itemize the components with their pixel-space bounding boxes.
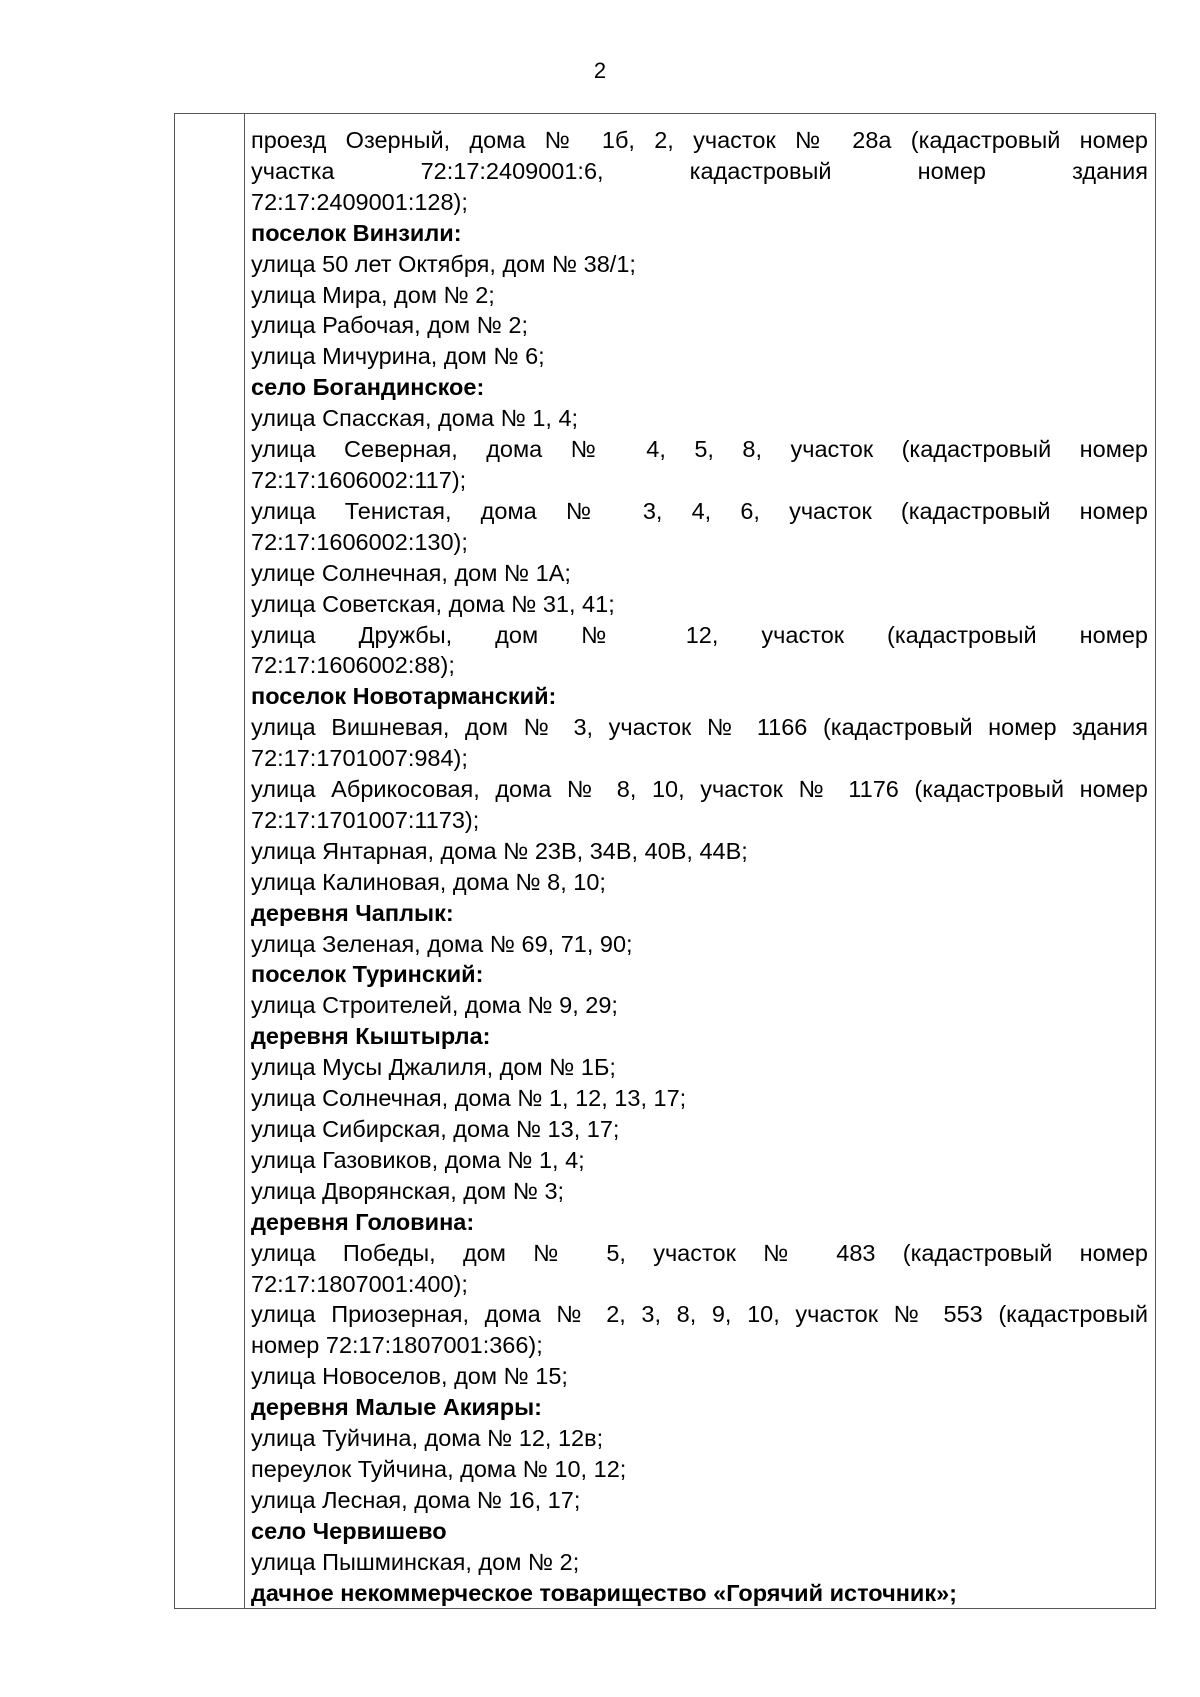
address-line: 72:17:2409001:128); bbox=[251, 188, 468, 215]
address-line: 72:17:1807001:400); bbox=[251, 1270, 468, 1297]
locality-heading: деревня Кыштырла: bbox=[251, 1023, 491, 1050]
address-line: проезд Озерный, дома № 1б, 2, участок № 28а (кадастровый номер bbox=[251, 127, 1148, 153]
address-line: улица Янтарная, дома № 23В, 34В, 40В, 44В; bbox=[251, 837, 748, 864]
page-number: 2 bbox=[593, 58, 607, 83]
locality-heading: поселок Новотарманский: bbox=[251, 683, 557, 710]
address-line: улица Спасская, дома № 1, 4; bbox=[251, 405, 579, 432]
address-line: 72:17:1606002:88); bbox=[251, 652, 455, 679]
address-line: улица Дружбы, дом № 12, участок (кадастровый номер bbox=[251, 621, 1148, 648]
address-line: улица Калиновая, дома № 8, 10; bbox=[251, 868, 606, 895]
address-line: улица Советская, дома № 31, 41; bbox=[251, 590, 615, 617]
address-line: улица Северная, дома № 4, 5, 8, участок (кадастровый номер bbox=[251, 436, 1148, 463]
address-line: улица Туйчина, дома № 12, 12в; bbox=[251, 1425, 604, 1452]
locality-heading: деревня Малые Акияры: bbox=[251, 1394, 542, 1421]
locality-heading: деревня Чаплык: bbox=[251, 899, 454, 926]
address-line: улица Тенистая, дома № 3, 4, 6, участок (кадастровый номер bbox=[251, 497, 1148, 524]
address-line: улица Пышминская, дом № 2; bbox=[251, 1548, 580, 1575]
address-line: 72:17:1606002:130); bbox=[251, 528, 468, 555]
address-line: улица Лесная, дома № 16, 17; bbox=[251, 1486, 581, 1513]
address-line: улица Победы, дом № 5, участок № 483 (кадастровый номер bbox=[251, 1239, 1148, 1266]
address-line: улица Новоселов, дом № 15; bbox=[251, 1363, 568, 1390]
table-column-divider bbox=[244, 114, 245, 1608]
locality-heading: поселок Туринский: bbox=[251, 961, 484, 988]
locality-heading: поселок Винзили: bbox=[251, 219, 462, 246]
address-line: номер 72:17:1807001:366); bbox=[251, 1332, 543, 1359]
address-line: улица Абрикосовая, дома № 8, 10, участок № 1176 (кадастровый номер bbox=[251, 776, 1148, 803]
locality-heading: село Червишево bbox=[251, 1517, 447, 1544]
address-line: улица Газовиков, дома № 1, 4; bbox=[251, 1146, 585, 1173]
address-line: 72:17:1606002:117); bbox=[251, 466, 467, 493]
address-line: улица Мира, дом № 2; bbox=[251, 281, 495, 308]
address-list bbox=[251, 125, 1148, 1609]
locality-heading: деревня Головина: bbox=[251, 1208, 475, 1235]
address-line: улица Дворянская, дом № 3; bbox=[251, 1177, 565, 1204]
address-line: улице Солнечная, дом № 1А; bbox=[251, 559, 571, 586]
address-line: улица Сибирская, дома № 13, 17; bbox=[251, 1116, 620, 1142]
address-line: улица Мусы Джалиля, дом № 1Б; bbox=[251, 1054, 616, 1081]
address-line: переулок Туйчина, дома № 10, 12; bbox=[251, 1455, 627, 1482]
address-line: 72:17:1701007:984); bbox=[251, 745, 468, 772]
address-table bbox=[174, 113, 1156, 1609]
address-line: улица Вишневая, дом № 3, участок № 1166 (кадастровый номер здания bbox=[251, 714, 1148, 741]
address-line: улица 50 лет Октября, дом № 38/1; bbox=[251, 250, 636, 277]
address-line: улица Строителей, дома № 9, 29; bbox=[251, 992, 618, 1019]
address-line: участка 72:17:2409001:6, кадастровый номер здания bbox=[251, 157, 1148, 184]
locality-heading: дачное некоммерческое товарищество «Горячий источник»; bbox=[251, 1579, 958, 1606]
address-line: улица Мичурина, дом № 6; bbox=[251, 343, 545, 370]
address-line: улица Приозерная, дома № 2, 3, 8, 9, 10, участок № 553 (кадастровый bbox=[251, 1301, 1148, 1328]
locality-heading: село Богандинское: bbox=[251, 374, 485, 401]
address-line: 72:17:1701007:1173); bbox=[251, 806, 480, 833]
address-line: улица Зеленая, дома № 69, 71, 90; bbox=[251, 930, 633, 957]
address-line: улица Солнечная, дома № 1, 12, 13, 17; bbox=[251, 1085, 687, 1112]
address-line: улица Рабочая, дом № 2; bbox=[251, 312, 529, 339]
